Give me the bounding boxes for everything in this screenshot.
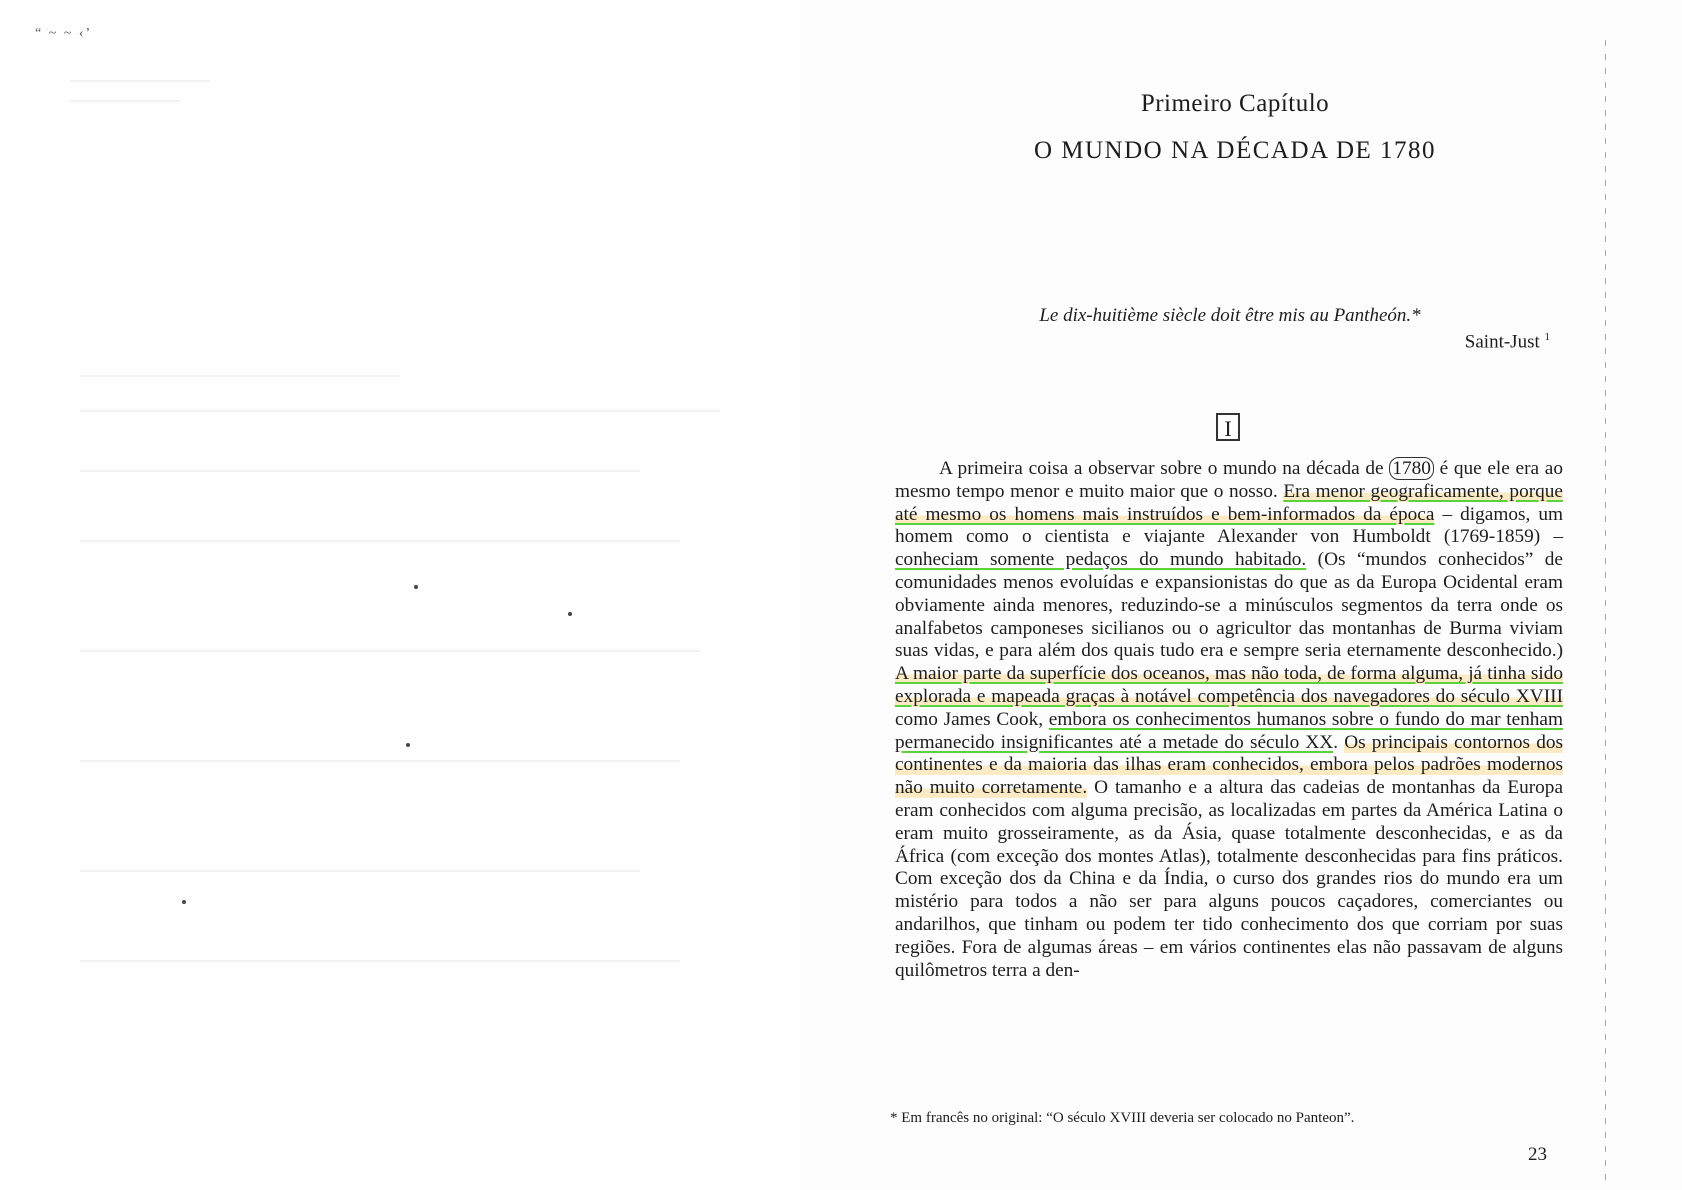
chapter-kicker: Primeiro Capítulo: [1140, 90, 1330, 117]
highlighted-known-world: conheciam somente pedaços do mundo habitado.: [895, 549, 1307, 571]
ghost-text-line: [80, 470, 640, 472]
highlighted-sea-floor: embora os conhecimentos humanos sobre o fundo do mar tenham permanecido insignificantes até a metade do século XX: [895, 708, 1563, 753]
left-page: [0, 0, 800, 1190]
epigraph-quote: Le dix-huitième siècle doit être mis au Pantheón.*: [1039, 305, 1421, 326]
ink-speck: [182, 900, 186, 904]
ink-speck: [568, 612, 572, 616]
body-mountains-rivers: O tamanho e a altura das cadeias de montanhas da Europa eram conhecidos com alguma precisão, as localizadas em partes da América Latina o eram muito grosseiramente, as da Ásia, quase totalmente desconhecidas, e as da África (com exceção dos montes Atlas), totalmente desconhecidas para fins práticos. Com exceção dos da China e da Índia, o curso dos grandes rios do mundo era um mistério para todos a não ser para alguns poucos caçadores, comerciantes ou andarilhos, que tinham ou podem ter tido conhecimento dos que corriam por suas regiões. Fora de algumas áreas – em vários continentes elas não passavam de alguns quilômetros terra a den-: [895, 777, 1563, 981]
page-number: 23: [1528, 1144, 1547, 1165]
section-number: I: [1216, 413, 1240, 441]
ghost-text-line: [80, 870, 640, 872]
ghost-text-line: [80, 960, 680, 962]
body-sentence-intro-end: é que ele era ao mesmo tempo menor e muito maior que o nosso.: [895, 458, 1563, 502]
ghost-text-line: [80, 540, 680, 542]
epigraph-author-ref: 1: [1544, 331, 1550, 343]
body-sentence-intro: A primeira coisa a observar sobre o mundo na década de: [939, 458, 1390, 479]
corner-scrawl: “ ~ ~ ‹’: [35, 26, 93, 41]
body-paragraph: [895, 458, 1563, 982]
ghost-text-line: [70, 80, 210, 82]
ghost-text-line: [80, 375, 400, 377]
epigraph-author: [900, 331, 1560, 353]
ink-speck: [406, 743, 410, 747]
highlighted-oceans: A maior parte da superfície dos oceanos, mas não toda, de forma alguma, já tinha sido explorada e mapeada graças à notável competência dos navegadores do século XVIII: [895, 663, 1563, 707]
epigraph-author-name: Saint-Just: [1464, 331, 1540, 353]
ink-speck: [414, 585, 418, 589]
circled-year: 1780: [1389, 457, 1434, 480]
chapter-body: [895, 458, 1563, 982]
epigraph: [900, 305, 1560, 353]
body-period: .: [1333, 731, 1345, 753]
ghost-text-line: [70, 100, 180, 102]
highlighted-geography: Era menor geograficamente, porque até mesmo os homens mais instruídos e bem-informados da época: [895, 480, 1563, 525]
body-cook: como James Cook,: [895, 708, 1049, 730]
footnote: * Em francês no original: “O século XVIII deveria ser colocado no Panteon”.: [890, 1110, 1355, 1126]
ghost-text-line: [80, 760, 680, 762]
ghost-text-line: [80, 650, 700, 652]
highlighted-continents: Os principais contornos dos continentes e da maioria das ilhas eram conhecidos, embora pelos padrões modernos não muito corretamente.: [895, 731, 1563, 799]
chapter-title: O MUNDO NA DÉCADA DE 1780: [1033, 137, 1437, 164]
ghost-text-line: [80, 410, 720, 412]
body-parenthetical: (Os “mundos conhecidos” de comunidades menos evoluídas e expansionistas do que as da Europa Ocidental eram obviamente ainda menores, reduzindo-se a minúsculos segmentos da terra onde os analfabetos camponeses sicilianos ou o agricultor das montanhas de Burma viviam suas vidas, e para além dos quais tudo era e sempre seria eternamente desconhecido.): [895, 549, 1563, 662]
body-humboldt: – digamos, um homem como o cientista e viajante Alexander von Humboldt (1769-1859) –: [895, 503, 1563, 548]
